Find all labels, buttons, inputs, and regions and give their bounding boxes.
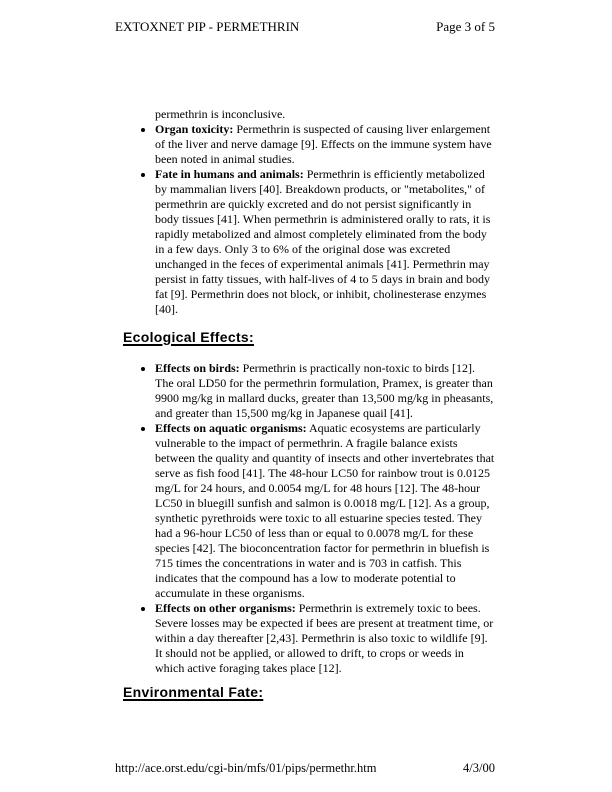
print-date: 4/3/00	[463, 761, 495, 775]
bullet-text-effects-on-aquatic-organisms: Aquatic ecosystems are particularly vulnerable to the impact of permethrin. A fragile balance exists between the quality and quantity of insects and other invertebrates that serve as fish food [41]. The 48-hour LC50 for rainbow trout is 0.0125 mg/L for 24 hours, and 0.0054 mg/L for 48 hours [12]. The 48-hour LC50 in bluegill sunfish and salmon is 0.0018 mg/L [12]. As a group, synthetic pyrethroids were toxic to all estuarine species tested. They had a 96-hour LC50 of less than or equal to 0.0078 mg/L for these species [42]. The bioconcentration factor for permethrin in bluefish is 715 times the concentrations in water and is 703 in catfish. This indicates that the compound has a low to moderate potential to accumulate in these organisms.	[155, 421, 495, 600]
page-number: Page 3 of 5	[436, 19, 495, 34]
bullet-organ-toxicity	[155, 122, 495, 167]
bullet-fate-humans-animals	[155, 167, 495, 317]
bullet-effects-on-aquatic-organisms	[155, 421, 495, 601]
bullet-effects-on-birds	[155, 361, 495, 421]
bullet-effects-on-other-organisms	[155, 601, 495, 676]
bullet-text-organ-toxicity: Permethrin is suspected of causing liver enlargement of the liver and nerve damage [9]. Effects on the immune system have been noted in animal studies.	[155, 122, 492, 166]
source-url: http://ace.orst.edu/cgi-bin/mfs/01/pips/permethr.htm	[115, 761, 377, 775]
bullet-label-effects-on-other-organisms: Effects on other organisms:	[155, 601, 296, 615]
bullet-text-effects-on-other-organisms: Permethrin is extremely toxic to bees. Severe losses may be expected if bees are present at treatment time, or within a day thereafter [2,43]. Permethrin is also toxic to wildlife [9]. It should not be applied, or allowed to drift, to crops or weeds in which active foraging takes place [12].	[155, 601, 494, 675]
health-effects-list	[123, 122, 495, 317]
bullet-text-fate-humans-animals: Permethrin is efficiently metabolized by mammalian livers [40]. Breakdown products, or "metabolites," of permethrin are quickly excreted and do not persist significantly in body tissues [41]. When permethrin is administered orally to rats, it is rapidly metabolized and almost completely eliminated from the body in a few days. Only 3 to 6% of the original dose was excreted unchanged in the feces of experimental animals [41]. Permethrin may persist in fatty tissues, with half-lives of 4 to 5 days in brain and body fat [9]. Permethrin does not block, or inhibit, cholinesterase enzymes [40].	[155, 167, 491, 316]
bullet-text-effects-on-birds: Permethrin is practically non-toxic to birds [12]. The oral LD50 for the permethrin formulation, Pramex, is greater than 9900 mg/kg in mallard ducks, greater than 13,500 mg/kg in pheasants, and greater than 15,500 mg/kg in Japanese quail [41].	[155, 361, 494, 420]
document-body	[123, 107, 495, 701]
page-header	[115, 19, 495, 34]
bullet-label-organ-toxicity: Organ toxicity:	[155, 122, 234, 136]
section-heading-environmental-fate: Environmental Fate:	[123, 684, 264, 700]
bullet-label-effects-on-aquatic-organisms: Effects on aquatic organisms:	[155, 421, 307, 435]
bullet-label-effects-on-birds: Effects on birds:	[155, 361, 240, 375]
continuation-paragraph: permethrin is inconclusive.	[155, 107, 286, 121]
bullet-label-fate-humans-animals: Fate in humans and animals:	[155, 167, 304, 181]
document-title: EXTOXNET PIP - PERMETHRIN	[115, 19, 300, 34]
ecological-effects-list	[123, 361, 495, 676]
section-heading-ecological-effects: Ecological Effects:	[123, 329, 254, 345]
page-footer	[115, 761, 495, 776]
